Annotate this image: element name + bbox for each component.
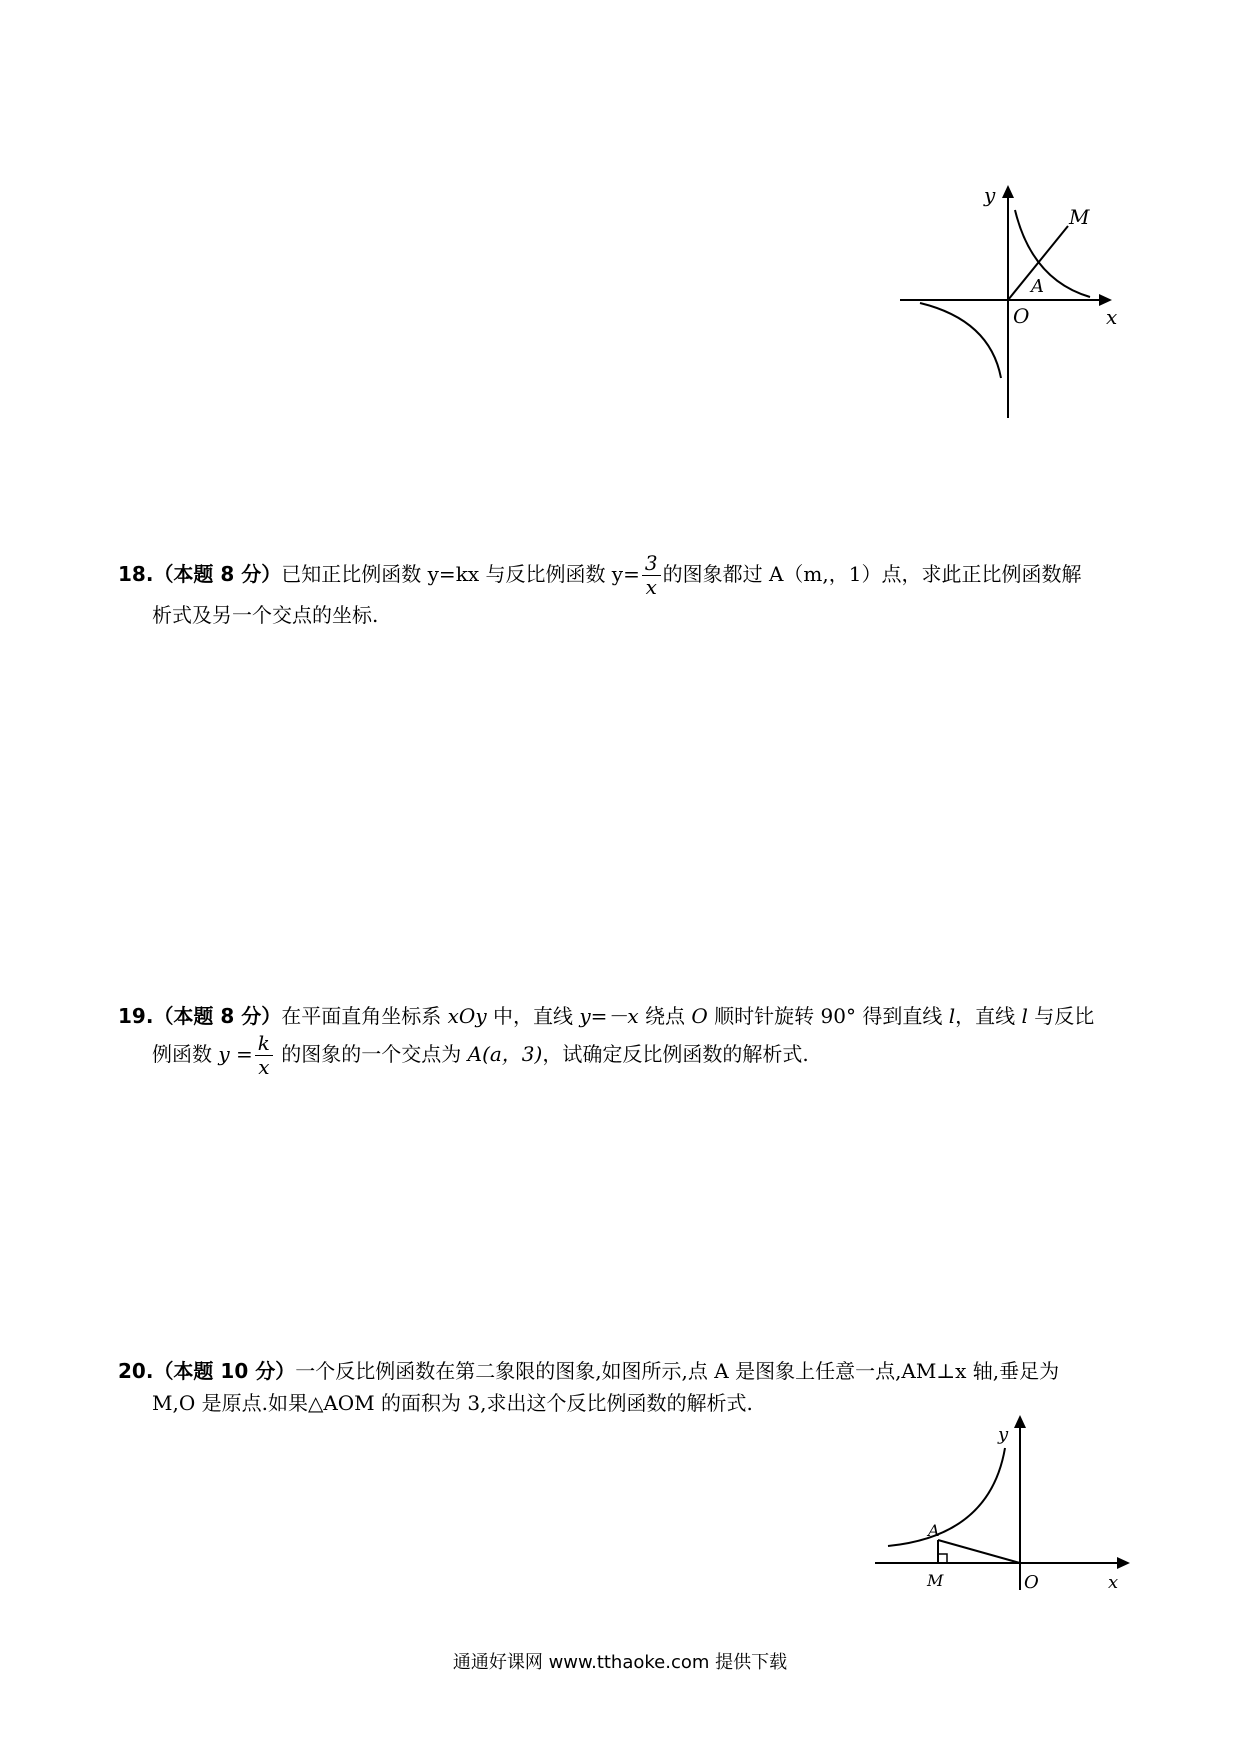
question-score: （本题 8 分） <box>153 562 282 586</box>
y-axis-arrow <box>1014 1415 1026 1428</box>
y-axis-arrow <box>1002 185 1014 198</box>
question-text: ，直线 <box>955 1004 1022 1028</box>
segment-ao <box>938 1540 1020 1563</box>
math-point-a: A(a，3) <box>467 1042 543 1066</box>
question-line-2 <box>118 1032 1128 1079</box>
math-line-l: l <box>1021 1004 1028 1028</box>
figure-hyperbola-line <box>880 180 1140 420</box>
question-text: 一个反比例函数在第二象限的图象,如图所示,点 A 是图象上任意一点,AM⊥x 轴,垂足为 <box>295 1359 1060 1383</box>
hyperbola-branch-q3 <box>920 303 1001 378</box>
question-18 <box>118 552 1128 631</box>
question-19 <box>118 1000 1128 1079</box>
label-y: y <box>984 183 996 207</box>
question-text: 绕点 <box>638 1004 692 1028</box>
question-score: （本题 8 分） <box>153 1004 282 1028</box>
math-line: y=－x <box>579 1004 639 1028</box>
math-y-eq: y = <box>218 1042 253 1066</box>
question-text: 中，直线 <box>486 1004 580 1028</box>
label-y: y <box>998 1424 1009 1445</box>
question-text: 析式及另一个交点的坐标. <box>152 603 379 627</box>
right-angle-mark <box>938 1554 947 1563</box>
fraction-numerator: 3 <box>642 552 661 576</box>
question-text: ，试确定反比例函数的解析式. <box>542 1042 809 1066</box>
question-number: 19. <box>118 1004 154 1028</box>
math-point-o: O <box>691 1004 708 1028</box>
label-a: A <box>928 1521 940 1540</box>
math-line-l: l <box>948 1004 956 1028</box>
math-xoy: xOy <box>447 1004 487 1028</box>
question-text: 已知正比例函数 y=kx 与反比例函数 y= <box>281 562 640 586</box>
label-a: A <box>1031 276 1044 297</box>
label-x: x <box>1106 305 1118 329</box>
question-text: 顺时针旋转 90° 得到直线 <box>707 1004 949 1028</box>
question-number: 18. <box>118 562 154 586</box>
page-footer: 通通好课网 www.tthaoke.com 提供下载 <box>452 1652 788 1673</box>
question-text: 在平面直角坐标系 <box>281 1004 448 1028</box>
x-axis-arrow <box>1117 1557 1130 1569</box>
question-text: 与反比 <box>1027 1004 1095 1028</box>
label-m: M <box>1069 205 1090 229</box>
question-text: M,O 是原点.如果△AOM 的面积为 3,求出这个反比例函数的解析式. <box>152 1391 753 1415</box>
label-origin: O <box>1024 1572 1039 1593</box>
question-text: 的图象都过 A（m,，1）点，求此正比例函数解 <box>662 562 1082 586</box>
figure-triangle-aom <box>870 1408 1160 1618</box>
fraction-k-over-x <box>255 1032 273 1079</box>
question-text: 的图象的一个交点为 <box>274 1042 468 1066</box>
question-score: （本题 10 分） <box>153 1359 296 1383</box>
label-x: x <box>1108 1572 1119 1593</box>
label-m: M <box>927 1571 944 1590</box>
question-number: 20. <box>118 1359 154 1383</box>
fraction-denominator: x <box>258 1055 270 1079</box>
hyperbola-branch-q2 <box>888 1448 1005 1546</box>
fraction-numerator: k <box>255 1032 273 1056</box>
fraction-denominator: x <box>645 575 657 599</box>
fraction-3-over-x <box>642 552 661 599</box>
label-origin: O <box>1013 304 1030 328</box>
question-text: 例函数 <box>152 1042 219 1066</box>
